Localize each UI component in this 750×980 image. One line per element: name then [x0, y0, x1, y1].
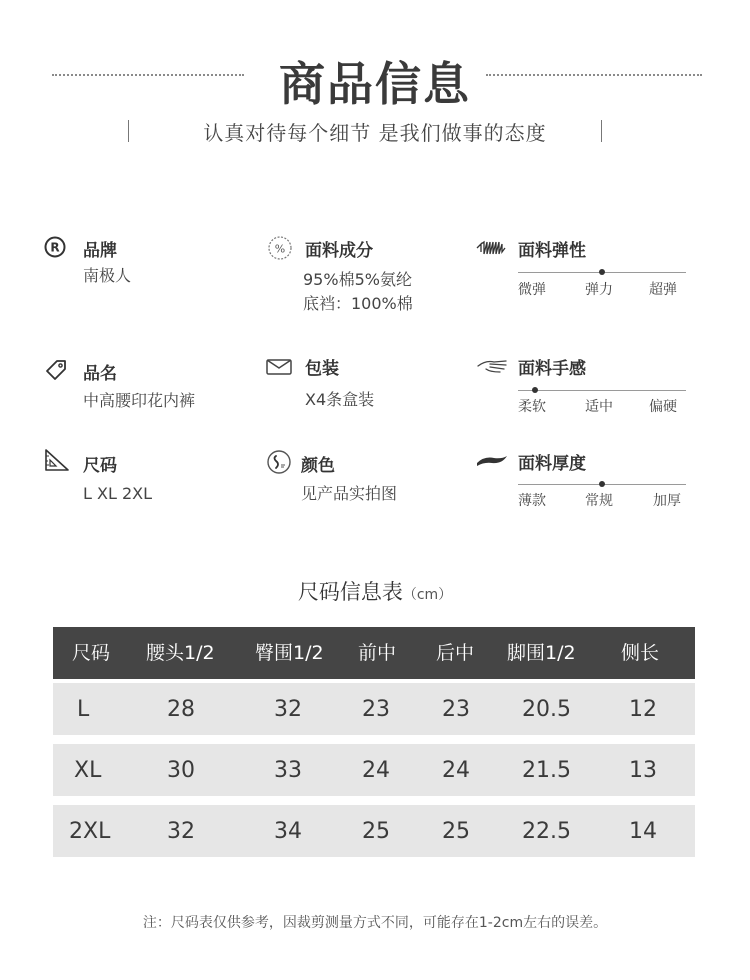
- cell-waist: 30: [167, 758, 195, 783]
- cell-front-rise: 23: [362, 697, 390, 722]
- size-value: L XL 2XL: [83, 484, 153, 503]
- elasticity-scale-high: 超弹: [649, 282, 677, 298]
- tag-icon: [44, 358, 68, 382]
- cell-side-length: 14: [629, 819, 657, 844]
- cell-size: L: [77, 697, 90, 722]
- thickness-scale-marker: [599, 481, 605, 487]
- table-row: [53, 683, 695, 735]
- header-side-length: 侧长: [621, 642, 660, 664]
- cell-back-rise: 24: [442, 758, 470, 783]
- composition-value-1: 95%棉5%氨纶: [303, 270, 412, 289]
- feel-label: 面料手感: [518, 359, 586, 379]
- elasticity-label: 面料弹性: [518, 241, 586, 261]
- table-row: [53, 744, 695, 796]
- brand-value: 南极人: [83, 266, 132, 285]
- header-leg-opening: 脚围1/2: [507, 642, 576, 664]
- size-table-title: [0, 576, 750, 606]
- color-swatch-icon: [266, 449, 292, 475]
- registered-icon: [44, 236, 66, 258]
- feel-scale-high: 偏硬: [649, 399, 677, 415]
- subtitle-bar-right: [601, 120, 602, 142]
- header-front-rise: 前中: [358, 642, 397, 664]
- color-label: 颜色: [301, 456, 335, 476]
- packaging-value: X4条盒装: [305, 390, 375, 409]
- spring-icon: [476, 240, 506, 256]
- page-title: 商品信息: [279, 57, 471, 111]
- composition-value-2: 底裆：100%棉: [303, 294, 413, 313]
- page-subtitle: 认真对待每个细节 是我们做事的态度: [203, 121, 547, 145]
- header-back-rise: 后中: [436, 642, 475, 664]
- color-value: 见产品实拍图: [301, 484, 398, 503]
- cell-leg-opening: 21.5: [522, 758, 571, 783]
- feel-scale-marker: [532, 387, 538, 393]
- composition-label: 面料成分: [305, 241, 373, 261]
- size-label: 尺码: [83, 456, 117, 476]
- hand-icon: [476, 356, 508, 374]
- cell-back-rise: 25: [442, 819, 470, 844]
- name-value: 中高腰印花内裤: [83, 391, 196, 410]
- percent-badge-icon: [266, 235, 294, 261]
- layers-icon: [476, 452, 508, 468]
- thickness-scale-low: 薄款: [518, 493, 546, 509]
- thickness-label: 面料厚度: [518, 454, 586, 474]
- cell-leg-opening: 20.5: [522, 697, 571, 722]
- cell-back-rise: 23: [442, 697, 470, 722]
- cell-size: XL: [74, 758, 102, 783]
- thickness-scale-high: 加厚: [653, 493, 681, 509]
- feel-scale-mid: 适中: [585, 399, 613, 415]
- footnote: 注：尺码表仅供参考，因裁剪测量方式不同，可能存在1-2cm左右的误差。: [142, 915, 608, 931]
- elasticity-scale-low: 微弹: [518, 282, 546, 298]
- cell-side-length: 12: [629, 697, 657, 722]
- feel-scale-line: [518, 390, 686, 391]
- cell-hip: 34: [274, 819, 302, 844]
- svg-text:R: R: [50, 240, 60, 255]
- cell-leg-opening: 22.5: [522, 819, 571, 844]
- cell-hip: 33: [274, 758, 302, 783]
- size-table-unit: （cm）: [402, 587, 453, 603]
- header-hip: 臀围1/2: [255, 642, 324, 664]
- cell-hip: 32: [274, 697, 302, 722]
- header-size: 尺码: [72, 642, 111, 664]
- cell-side-length: 13: [629, 758, 657, 783]
- size-table-title-text: 尺码信息表: [297, 580, 403, 604]
- header-waist: 腰头1/2: [146, 642, 215, 664]
- cell-waist: 32: [167, 819, 195, 844]
- brand-label: 品牌: [83, 241, 117, 261]
- svg-text:%: %: [274, 242, 286, 256]
- elasticity-scale-mid: 弹力: [585, 282, 613, 298]
- ruler-triangle-icon: [44, 448, 70, 472]
- box-icon: [265, 356, 293, 376]
- cell-front-rise: 24: [362, 758, 390, 783]
- packaging-label: 包装: [305, 359, 339, 379]
- cell-waist: 28: [167, 697, 195, 722]
- size-table-header: [53, 627, 695, 679]
- cell-size: 2XL: [69, 819, 111, 844]
- thickness-scale-mid: 常规: [585, 493, 613, 509]
- elasticity-scale-marker: [599, 269, 605, 275]
- feel-scale-low: 柔软: [518, 399, 546, 415]
- name-label: 品名: [83, 364, 117, 384]
- title-divider-right: [486, 74, 702, 76]
- table-row: [53, 805, 695, 857]
- cell-front-rise: 25: [362, 819, 390, 844]
